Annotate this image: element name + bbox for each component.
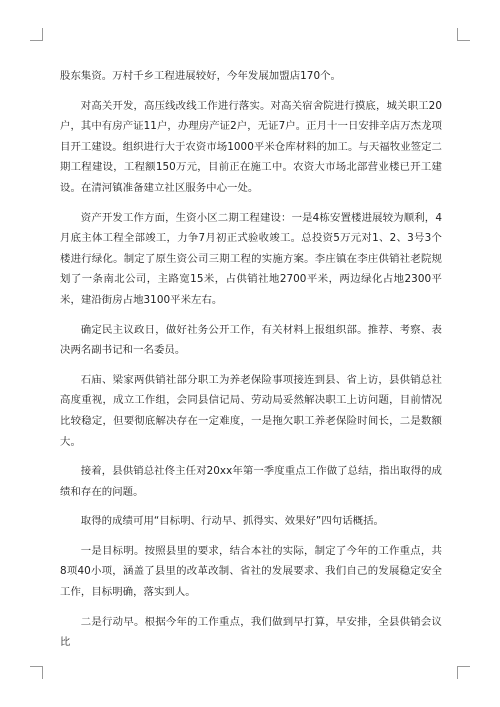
crop-mark-top-left <box>30 28 43 41</box>
paragraph-gaoguan-development: 对高关开发，高压线改线工作进行落实。对高关宿舍院进行摸底，城关职工20户，其中有房产证11户，办理房产证2户，无证7户。正月十一日安排辛店万杰龙项目开工建设。组织进行大于农资市场1000平米仓库材料的加工。与天福牧业签定二期工程建设，工程额150万元，目前正在施工中。农资大市场北部营业楼已开工建设。在清河镇准备建立社区服务中心一处。 <box>60 99 442 194</box>
paragraph-asset-development: 资产开发工作方面，生资小区二期工程建设：一是4栋安置楼进展较为顺利，4月底主体工程全部竣工，力争7月初正式验收竣工。总投资5万元对1、2、3号3个楼进行绿化。制定了原生资公司三期工程的实施方案。李庄镇在李庄供销社老院规划了一条南北公司，主路宽15米，占供销社地2700平米，两边绿化占地2300平米，建沿街房占地3100平米左右。 <box>60 211 442 306</box>
paragraph-summary-intro: 接着，县供销总社佟主任对20xx年第一季度重点工作做了总结，指出取得的成绩和存在的问题。 <box>60 465 442 498</box>
paragraph-achievements: 取得的成绩可用“目标明、行动早、抓得实、效果好”四句话概括。 <box>80 515 384 528</box>
paragraph-petition-issue: 石庙、梁家两供销社部分职工为养老保险事项接连到县、省上访，县供销总社高度重视，成立工作组，会同县信记局、劳动局妥然解决职工上访问题，目前情况比较稳定，但要彻底解决存在一定难度，一是拖欠职工养老保险时间长，二是数额大。 <box>60 373 442 448</box>
paragraph-point-two: 二是行动早。根据今年的工作重点，我们做到早打算，早安排，全县供销会议比 <box>60 615 442 649</box>
document-body <box>60 66 442 662</box>
paragraph-point-one: 一是目标明。按照县里的要求，结合本社的实际，制定了今年的工作重点，共8项40小项，涵盖了县里的改革改制、省社的发展要求、我们自己的发展稳定安全工作，目标明确，落实到人。 <box>60 544 442 599</box>
paragraph-democratic-affairs: 确定民主议政日，做好社务公开工作，有关材料上报组织部。推荐、考察、表决两名副书记和一名委员。 <box>60 323 442 357</box>
crop-mark-bottom-left <box>30 666 43 679</box>
paragraph-continuation: 股东集资。万村千乡工程进展较好，今年发展加盟店170个。 <box>60 70 341 82</box>
crop-mark-bottom-right <box>457 666 470 679</box>
crop-mark-top-right <box>457 28 470 41</box>
